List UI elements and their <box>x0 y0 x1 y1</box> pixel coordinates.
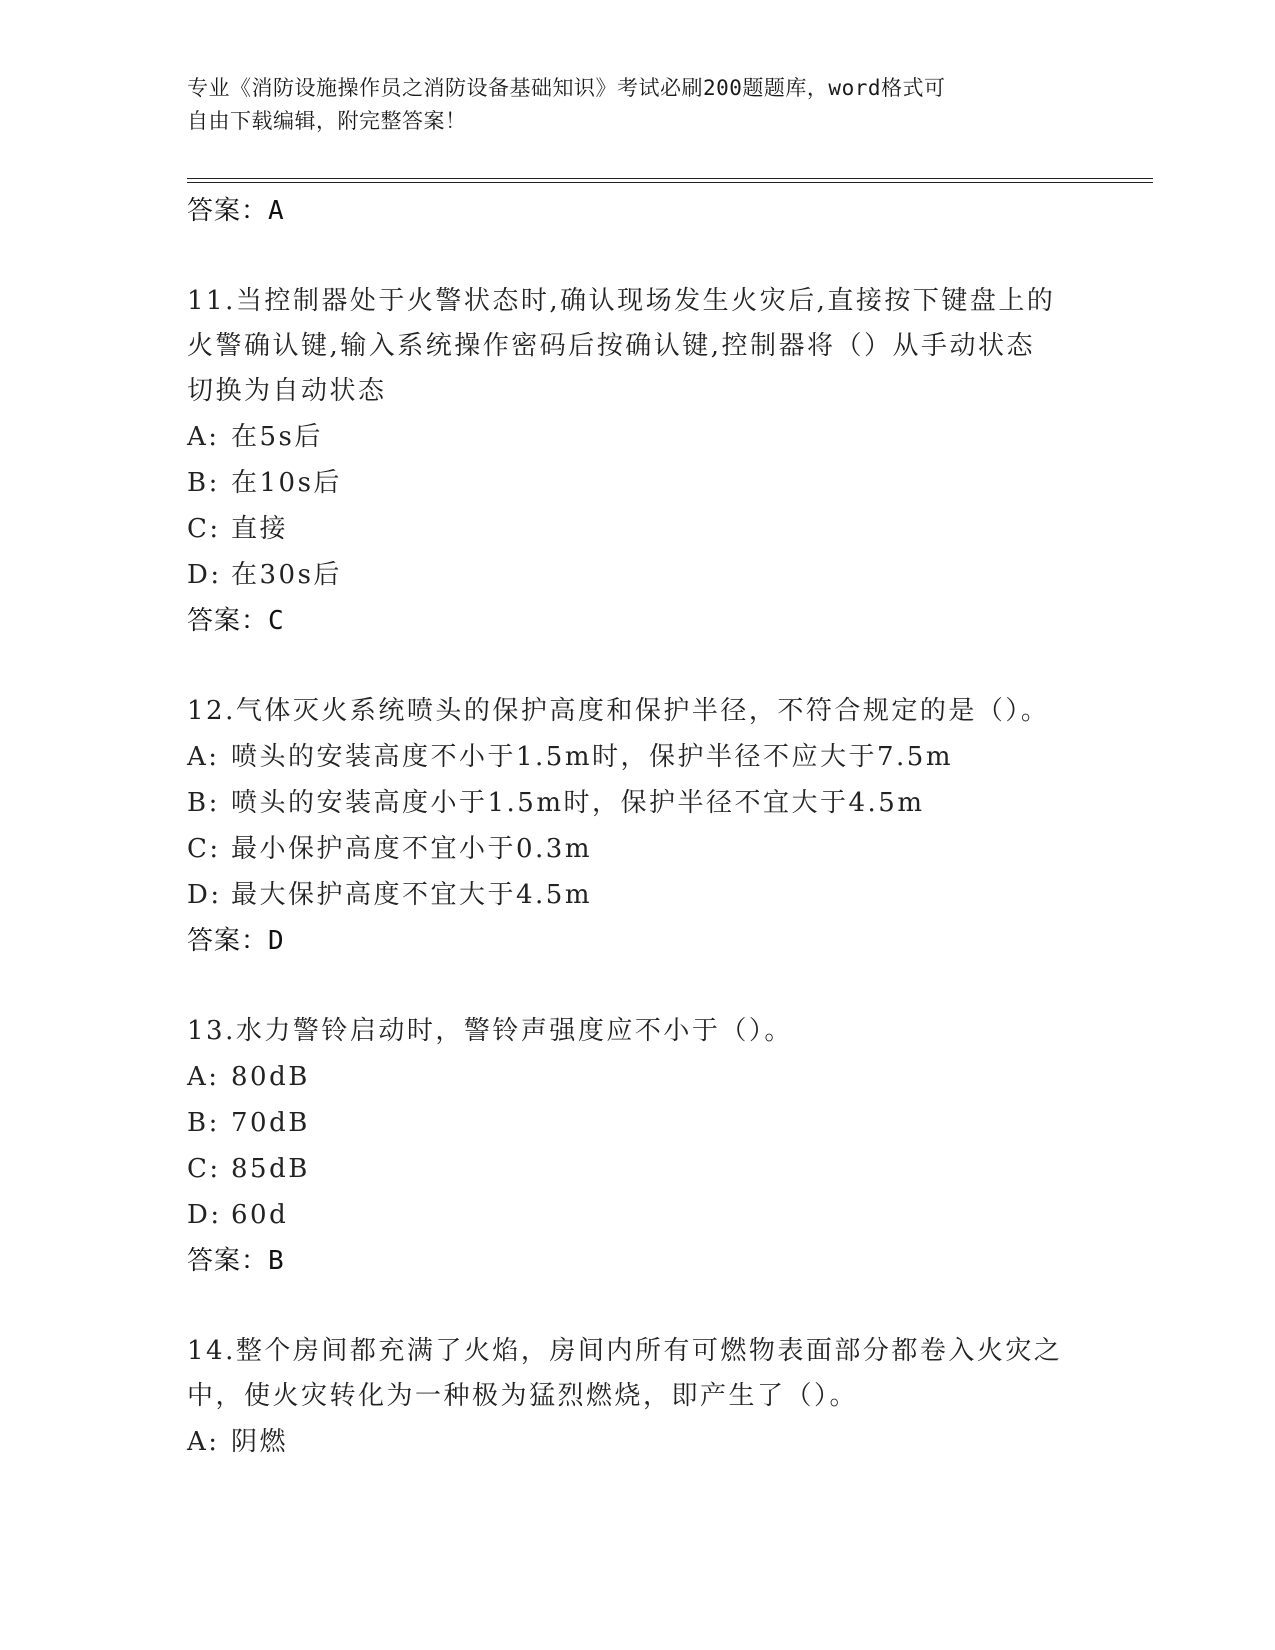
header-divider-bottom <box>187 182 1153 183</box>
option-a <box>187 1054 1087 1100</box>
option-text: 85dB <box>231 1154 310 1184</box>
option-text: 70dB <box>231 1108 310 1138</box>
option-text: 直接 <box>231 514 289 544</box>
option-d <box>187 552 1087 598</box>
option-text: 在10s后 <box>231 468 342 498</box>
question-stem-line: 切换为自动状态 <box>187 376 387 406</box>
option-letter: A: <box>187 1062 220 1092</box>
option-letter: D: <box>187 880 222 910</box>
document-header <box>187 72 1067 138</box>
question-block-11 <box>187 279 1087 644</box>
question-stem-line: 中，使火灾转化为一种极为猛烈燃烧，即产生了（）。 <box>187 1381 859 1411</box>
spacer <box>187 1284 1087 1329</box>
question-stem-line: 13.水力警铃启动时，警铃声强度应不小于（）。 <box>187 1016 793 1046</box>
option-text: 在5s后 <box>231 422 323 452</box>
question-stem-line: 11.当控制器处于火警状态时,确认现场发生火灾后,直接按下键盘上的 <box>187 286 1056 316</box>
answer-label: 答案：A <box>187 196 285 226</box>
option-text: 60d <box>231 1200 289 1230</box>
option-text: 最小保护高度不宜小于0.3m <box>231 834 593 864</box>
question-stem <box>187 1329 1087 1419</box>
option-b <box>187 1100 1087 1146</box>
spacer <box>187 644 1087 689</box>
option-letter: D: <box>187 560 222 590</box>
spacer <box>187 964 1087 1009</box>
option-a <box>187 414 1087 460</box>
question-stem-line: 火警确认键,输入系统操作密码后按确认键,控制器将（）从手动状态 <box>187 331 1036 361</box>
option-d <box>187 1192 1087 1238</box>
question-stem-line: 12.气体灭火系统喷头的保护高度和保护半径，不符合规定的是（）。 <box>187 696 1050 726</box>
option-letter: B: <box>187 468 220 498</box>
option-b <box>187 780 1087 826</box>
question-stem <box>187 279 1087 414</box>
option-c <box>187 506 1087 552</box>
option-text: 喷头的安装高度小于1.5m时，保护半径不宜大于4.5m <box>231 788 925 818</box>
header-title-line-1: 专业《消防设施操作员之消防设备基础知识》考试必刷200题题库，word格式可 <box>187 76 946 100</box>
answer-label: 答案：D <box>187 926 285 956</box>
question-block-14 <box>187 1329 1087 1465</box>
option-letter: B: <box>187 1108 220 1138</box>
question-list <box>187 188 1087 1465</box>
option-letter: C: <box>187 514 221 544</box>
option-c <box>187 826 1087 872</box>
question-stem <box>187 689 1087 734</box>
option-letter: C: <box>187 1154 221 1184</box>
question-block-12 <box>187 689 1087 964</box>
option-letter: B: <box>187 788 220 818</box>
option-letter: A: <box>187 742 220 772</box>
spacer <box>187 234 1087 279</box>
option-b <box>187 460 1087 506</box>
option-text: 80dB <box>231 1062 310 1092</box>
option-d <box>187 872 1087 918</box>
option-letter: A: <box>187 422 220 452</box>
option-text: 阴燃 <box>231 1427 289 1457</box>
header-title-line-2: 自由下载编辑，附完整答案！ <box>187 109 467 133</box>
option-letter: C: <box>187 834 221 864</box>
option-text: 在30s后 <box>231 560 342 590</box>
option-text: 喷头的安装高度不小于1.5m时，保护半径不应大于7.5m <box>231 742 954 772</box>
answer-label: 答案：B <box>187 1246 285 1276</box>
answer-label: 答案：C <box>187 606 285 636</box>
option-c <box>187 1146 1087 1192</box>
option-a <box>187 1419 1087 1465</box>
option-a <box>187 734 1087 780</box>
question-stem-line: 14.整个房间都充满了火焰，房间内所有可燃物表面部分都卷入火灾之 <box>187 1336 1063 1366</box>
option-text: 最大保护高度不宜大于4.5m <box>231 880 593 910</box>
option-letter: A: <box>187 1427 220 1457</box>
question-stem <box>187 1009 1087 1054</box>
option-letter: D: <box>187 1200 222 1230</box>
question-block-13 <box>187 1009 1087 1284</box>
header-divider-top <box>187 178 1153 179</box>
